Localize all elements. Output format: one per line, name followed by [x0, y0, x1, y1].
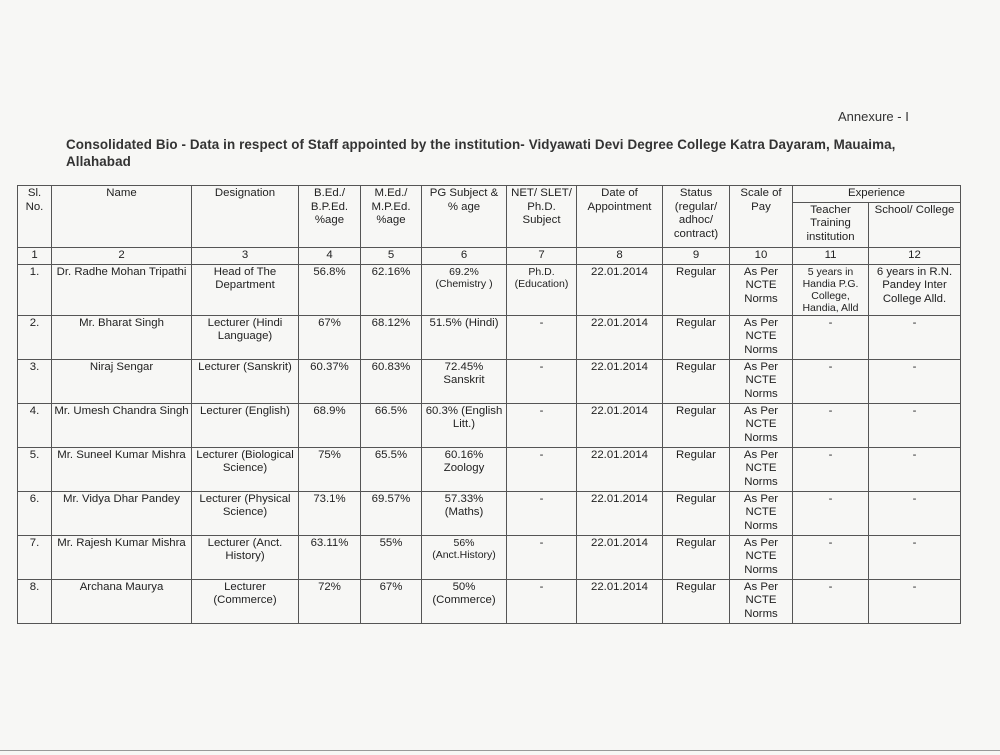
cell-teacher: -: [793, 359, 869, 403]
cell-med: 55%: [361, 535, 422, 579]
header-status: Status (regular/ adhoc/ contract): [663, 186, 730, 248]
cell-pg: 56% (Anct.History): [422, 535, 507, 579]
cell-school: -: [869, 579, 961, 623]
column-number: 4: [299, 247, 361, 264]
cell-net: -: [507, 447, 577, 491]
column-number: 3: [192, 247, 299, 264]
cell-pg: 60.16% Zoology: [422, 447, 507, 491]
annexure-label: Annexure - I: [838, 109, 909, 124]
header-pg: PG Subject & % age: [422, 186, 507, 248]
cell-designation: Lecturer (Commerce): [192, 579, 299, 623]
cell-school: -: [869, 491, 961, 535]
document-title: Consolidated Bio - Data in respect of Staff appointed by the institution- Vidyawati Devi Degree College Katra Dayaram, Mauaima, Allahabad: [66, 137, 896, 169]
cell-sl: 8.: [18, 579, 52, 623]
column-number: 9: [663, 247, 730, 264]
cell-bed: 73.1%: [299, 491, 361, 535]
column-number: 11: [793, 247, 869, 264]
header-sl: Sl. No.: [18, 186, 52, 248]
cell-school: -: [869, 447, 961, 491]
cell-doa: 22.01.2014: [577, 403, 663, 447]
column-number: 12: [869, 247, 961, 264]
cell-pg: 50% (Commerce): [422, 579, 507, 623]
header-doa: Date of Appointment: [577, 186, 663, 248]
cell-scale: As Per NCTE Norms: [730, 359, 793, 403]
cell-name: Archana Maurya: [52, 579, 192, 623]
cell-doa: 22.01.2014: [577, 359, 663, 403]
cell-med: 62.16%: [361, 264, 422, 315]
cell-doa: 22.01.2014: [577, 579, 663, 623]
table-row: [18, 491, 961, 535]
column-number: 5: [361, 247, 422, 264]
cell-pg: 69.2% (Chemistry ): [422, 264, 507, 315]
cell-med: 60.83%: [361, 359, 422, 403]
cell-doa: 22.01.2014: [577, 264, 663, 315]
cell-bed: 56.8%: [299, 264, 361, 315]
column-number: 7: [507, 247, 577, 264]
table-row: [18, 403, 961, 447]
cell-school: 6 years in R.N. Pandey Inter College Alld.: [869, 264, 961, 315]
staff-table: [17, 185, 961, 624]
cell-net: -: [507, 315, 577, 359]
cell-teacher: 5 years in Handia P.G. College, Handia, Alld: [793, 264, 869, 315]
cell-bed: 67%: [299, 315, 361, 359]
header-name: Name: [52, 186, 192, 248]
cell-teacher: -: [793, 315, 869, 359]
column-number: 8: [577, 247, 663, 264]
cell-net: -: [507, 491, 577, 535]
cell-designation: Lecturer (English): [192, 403, 299, 447]
cell-name: Mr. Umesh Chandra Singh: [52, 403, 192, 447]
cell-doa: 22.01.2014: [577, 315, 663, 359]
cell-pg: 51.5% (Hindi): [422, 315, 507, 359]
cell-scale: As Per NCTE Norms: [730, 491, 793, 535]
cell-name: Mr. Bharat Singh: [52, 315, 192, 359]
cell-status: Regular: [663, 579, 730, 623]
header-net: NET/ SLET/ Ph.D. Subject: [507, 186, 577, 248]
cell-status: Regular: [663, 403, 730, 447]
cell-pg: 57.33% (Maths): [422, 491, 507, 535]
cell-designation: Lecturer (Physical Science): [192, 491, 299, 535]
cell-sl: 3.: [18, 359, 52, 403]
cell-bed: 72%: [299, 579, 361, 623]
cell-teacher: -: [793, 535, 869, 579]
cell-school: -: [869, 403, 961, 447]
cell-teacher: -: [793, 447, 869, 491]
cell-med: 69.57%: [361, 491, 422, 535]
cell-net: Ph.D. (Education): [507, 264, 577, 315]
header-bed: B.Ed./ B.P.Ed. %age: [299, 186, 361, 248]
cell-designation: Lecturer (Biological Science): [192, 447, 299, 491]
cell-net: -: [507, 535, 577, 579]
cell-school: -: [869, 315, 961, 359]
cell-net: -: [507, 359, 577, 403]
table-row: [18, 535, 961, 579]
page-edge-line: [0, 750, 1000, 751]
cell-designation: Lecturer (Sanskrit): [192, 359, 299, 403]
cell-scale: As Per NCTE Norms: [730, 403, 793, 447]
header-school-college: School/ College: [869, 202, 961, 247]
cell-scale: As Per NCTE Norms: [730, 535, 793, 579]
cell-scale: As Per NCTE Norms: [730, 579, 793, 623]
cell-bed: 60.37%: [299, 359, 361, 403]
header-med: M.Ed./ M.P.Ed. %age: [361, 186, 422, 248]
table-row: [18, 359, 961, 403]
column-number: 2: [52, 247, 192, 264]
cell-teacher: -: [793, 491, 869, 535]
cell-teacher: -: [793, 579, 869, 623]
cell-designation: Lecturer (Hindi Language): [192, 315, 299, 359]
column-number: 6: [422, 247, 507, 264]
column-number: 10: [730, 247, 793, 264]
cell-status: Regular: [663, 535, 730, 579]
cell-name: Mr. Rajesh Kumar Mishra: [52, 535, 192, 579]
column-number: 1: [18, 247, 52, 264]
cell-doa: 22.01.2014: [577, 447, 663, 491]
cell-status: Regular: [663, 359, 730, 403]
cell-teacher: -: [793, 403, 869, 447]
cell-doa: 22.01.2014: [577, 535, 663, 579]
cell-med: 65.5%: [361, 447, 422, 491]
cell-status: Regular: [663, 264, 730, 315]
cell-status: Regular: [663, 447, 730, 491]
table-row: [18, 315, 961, 359]
cell-name: Niraj Sengar: [52, 359, 192, 403]
cell-designation: Head of The Department: [192, 264, 299, 315]
cell-bed: 63.11%: [299, 535, 361, 579]
cell-name: Dr. Radhe Mohan Tripathi: [52, 264, 192, 315]
header-designation: Designation: [192, 186, 299, 248]
cell-status: Regular: [663, 491, 730, 535]
cell-sl: 5.: [18, 447, 52, 491]
staff-rows: [18, 264, 961, 623]
cell-sl: 7.: [18, 535, 52, 579]
cell-scale: As Per NCTE Norms: [730, 315, 793, 359]
table-row: [18, 264, 961, 315]
cell-med: 68.12%: [361, 315, 422, 359]
cell-doa: 22.01.2014: [577, 491, 663, 535]
cell-bed: 75%: [299, 447, 361, 491]
cell-sl: 1.: [18, 264, 52, 315]
cell-school: -: [869, 535, 961, 579]
cell-net: -: [507, 403, 577, 447]
cell-bed: 68.9%: [299, 403, 361, 447]
cell-status: Regular: [663, 315, 730, 359]
cell-scale: As Per NCTE Norms: [730, 264, 793, 315]
cell-scale: As Per NCTE Norms: [730, 447, 793, 491]
cell-name: Mr. Vidya Dhar Pandey: [52, 491, 192, 535]
cell-med: 66.5%: [361, 403, 422, 447]
cell-sl: 6.: [18, 491, 52, 535]
cell-designation: Lecturer (Anct. History): [192, 535, 299, 579]
header-teacher-training: Teacher Training institution: [793, 202, 869, 247]
table-row: [18, 579, 961, 623]
header-scale: Scale of Pay: [730, 186, 793, 248]
cell-pg: 60.3% (English Litt.): [422, 403, 507, 447]
header-experience: Experience: [793, 186, 961, 203]
cell-sl: 2.: [18, 315, 52, 359]
cell-net: -: [507, 579, 577, 623]
column-number-row: [18, 247, 961, 264]
cell-name: Mr. Suneel Kumar Mishra: [52, 447, 192, 491]
table-row: [18, 447, 961, 491]
cell-school: -: [869, 359, 961, 403]
cell-med: 67%: [361, 579, 422, 623]
cell-sl: 4.: [18, 403, 52, 447]
cell-pg: 72.45% Sanskrit: [422, 359, 507, 403]
